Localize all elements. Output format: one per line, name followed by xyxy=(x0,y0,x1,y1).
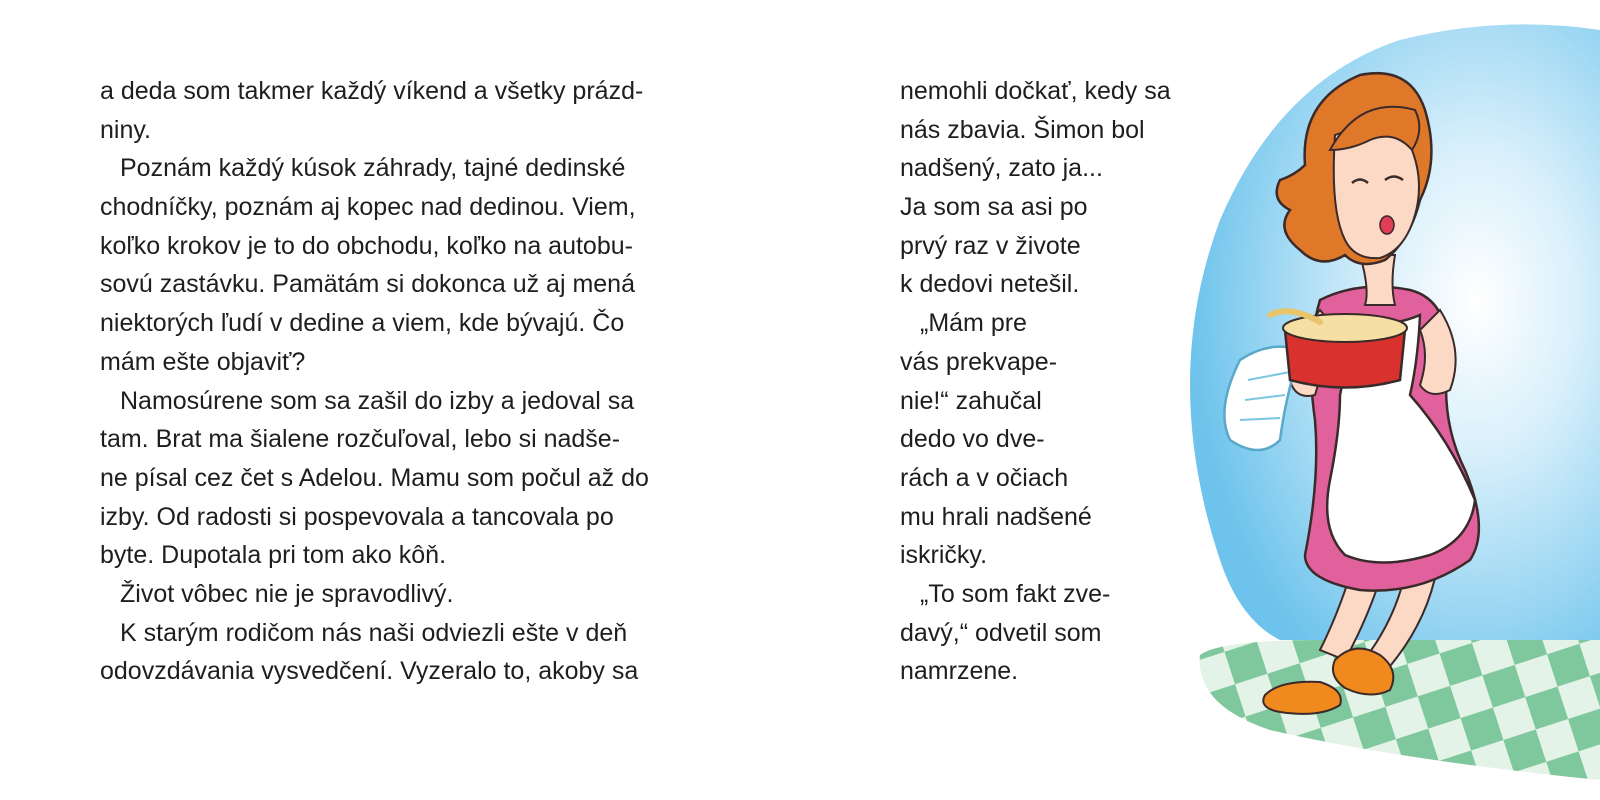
right-page-text-line: namrzene. xyxy=(900,657,1019,686)
left-page-text-line: K starým rodičom nás naši odviezli ešte v deň xyxy=(120,618,628,647)
left-page-text-line: a deda som takmer každý víkend a všetky prázd- xyxy=(100,77,644,105)
left-page-text-line: niny. xyxy=(100,115,151,144)
right-page-text-line: „Mám pre xyxy=(920,309,1027,338)
right-page-text-line: nie!“ zahučal xyxy=(900,386,1042,415)
left-page-text-line: byte. Dupotala pri tom ako kôň. xyxy=(100,541,447,570)
right-page-text-line: Ja som sa asi po xyxy=(900,193,1088,222)
right-page-text-line: k dedovi netešil. xyxy=(900,270,1080,299)
left-page-text-line: Namosúrene som sa zašil do izby a jedoval sa xyxy=(120,386,635,415)
right-page-text-line: rách a v očiach xyxy=(900,463,1069,492)
right-page xyxy=(800,0,1600,800)
right-page-text-line: „To som fakt zve- xyxy=(920,579,1111,608)
right-page-text-line: nás zbavia. Šimon bol xyxy=(900,115,1145,144)
right-page-text-line: vás prekvape- xyxy=(900,347,1058,376)
right-page-text-line: nemohli dočkať, kedy sa xyxy=(900,77,1171,105)
right-page-text-line: iskričky. xyxy=(900,541,988,570)
left-page-text xyxy=(100,72,649,691)
left-page-text-line: tam. Brat ma šialene rozčuľoval, lebo si nadše- xyxy=(100,425,621,454)
left-page-text-line: niektorých ľudí v dedine a viem, kde bývajú. Čo xyxy=(100,309,625,338)
left-page-text-line: koľko krokov je to do obchodu, koľko na autobu- xyxy=(100,231,633,260)
left-page-text-line: Poznám každý kúsok záhrady, tajné dedinské xyxy=(120,154,626,183)
left-page-text-line: odovzdávania vysvedčení. Vyzeralo to, akoby sa xyxy=(100,657,639,686)
left-page-text-line: Život vôbec nie je spravodlivý. xyxy=(120,579,454,608)
right-page-text-line: mu hrali nadšené xyxy=(900,502,1092,531)
right-page-text xyxy=(900,72,1171,691)
left-page-text-line: mám ešte objaviť? xyxy=(100,347,306,376)
left-page-text-line: sovú zastávku. Pamätám si dokonca už aj mená xyxy=(100,270,635,299)
left-page-text-line: chodníčky, poznám aj kopec nad dedinou. Viem, xyxy=(100,193,636,222)
left-page-text-line: ne písal cez čet s Adelou. Mamu som počul až do xyxy=(100,463,649,492)
left-page-text-line: izby. Od radosti si pospevovala a tancovala po xyxy=(100,502,614,531)
right-page-text-line: prvý raz v živote xyxy=(900,231,1081,260)
right-page-text-line: davý,“ odvetil som xyxy=(900,618,1102,647)
right-page-text-line: nadšený, zato ja... xyxy=(900,154,1103,183)
right-page-text-line: dedo vo dve- xyxy=(900,425,1045,454)
